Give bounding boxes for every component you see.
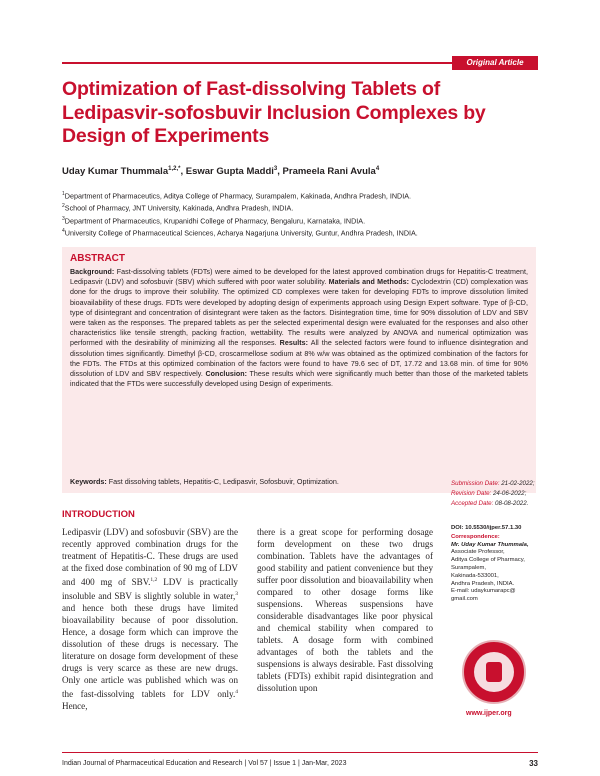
date-label: Submission Date: [451, 480, 500, 487]
correspondence-name: Mr. Uday Kumar Thummala, [451, 541, 529, 548]
abstract-body: Fast-dissolving tablets (FDTs) were aimed to be developed for the latest approved combination drugs for Hepatitis-C treatment, Ledipasvir (LDV) and sofosbuvir (SBV) which suffered with poor water solubility. [70, 268, 528, 287]
author-sep: , [180, 166, 186, 178]
correspondence-email[interactable]: E-mail: udaykumarapc@ [451, 588, 516, 595]
correspondence-block [451, 525, 551, 604]
article-title: Optimization of Fast-dissolving Tablets of Ledipasvir-sofosbuvir Inclusion Complexes by Design of Experiments [62, 78, 486, 147]
keywords-text: Fast dissolving tablets, Hepatitis-C, Ledipasvir, Sofosbuvir, Optimization. [106, 477, 339, 486]
body-text: and hence both these drugs have limited bioavailability because of poor dissolution. Hence, a dosage form which can improve the dissolution of these drugs is necessary. The literature on dosage form development of these drugs is very scarce as these are new drugs. Only one article was published which was on the fast-dissolving tablets for LDV only. [62, 603, 238, 700]
abstract-body: Cyclodextrin (CD) complexation was done for the drugs to improve their solubility. The optimized CD complexes were taken for developing FDTs to improve dissolution limited bioavailability of these drugs. FDTs were developed by adopting design of experiments approach using Design Expert software. Type of β-CD, type of disintegrant and concentration of disintegrant were taken as the factors. Disintegration time, time for 90% dissolution of LDV and SBV were taken as the responses. The prepared tablets as per the selected experimental design were evaluated for the responses and also other characteristics like tensile strength, packing fraction, wettability. The results were analyzed by ANOVA and numerical optimization was performed with the desirability of minimizing all the responses. [70, 278, 528, 348]
correspondence-label: Correspondence: [451, 533, 500, 540]
abstract-box [62, 247, 536, 493]
affiliation-text: University College of Pharmaceutical Sciences, Acharya Nagarjuna University, Guntur, Andhra Pradesh, INDIA. [64, 228, 418, 238]
author-name: Uday Kumar Thummala [62, 166, 169, 178]
affiliation [62, 226, 538, 238]
date-label: Accepted Date: [451, 500, 494, 507]
keywords-label: Keywords: [70, 477, 107, 486]
date-value: 24-06-2022; [491, 490, 527, 497]
affiliation-sup: 1 [62, 191, 65, 197]
author-name: Eswar Gupta Maddi [185, 166, 274, 178]
citation-sup: 3 [235, 591, 238, 598]
article-dates [451, 479, 561, 509]
correspondence-line: Aditya College of Pharmacy, [451, 557, 525, 564]
citation-sup: 4 [235, 689, 238, 696]
date-line [451, 479, 561, 489]
article-type-badge: Original Article [452, 56, 538, 70]
body-text: Ledipasvir (LDV) and sofosbuvir (SBV) are the recently approved combination drugs for the treatment of Hepatitis-C. These drugs are used at the fixed dose combination of 90 mg of LDV and 400 mg of SBV. [62, 527, 238, 588]
affiliation-sup: 4 [62, 228, 65, 235]
correspondence-email[interactable]: gmail.com [451, 596, 478, 603]
abstract-body: All the selected factors were found to influence disintegration and dissolution times significantly. Dimethyl β-CD, croscarmellose sodium at 8% w/w was obtained as the optimized combination of the factors for the FDTs. The FTDs at this optimized combination of the factors were found to have 79.6 sec of DT, 17.72 and 13.68 min. of time for 90% dissolution of LDV and SBV respectively. [70, 339, 529, 379]
footer-rule [62, 752, 538, 753]
logo-inner [474, 652, 514, 692]
author-sup: 4 [375, 166, 380, 172]
citation-sup: 1,2 [150, 577, 158, 583]
body-column-2: there is a great scope for performing dosage form development on these two drugs combination. Tablets have the advantages of good stability and patient convenience but they suffer poor dissolution and bioavailability when compared to other dosage forms like suspensions. Whereas suspensions have considerable disadvantages like poor physical and chemical stability when compared to tablets. A dosage form with combined advantages of both the tablets and the suspensions is always desirable. Fast dissolving tablets (FDTs) exhibit rapid disintegration and dissolution upon [257, 527, 433, 693]
affiliation [62, 201, 538, 213]
affiliation-text: Department of Pharmaceutics, Aditya College of Pharmacy, Surampalem, Kakinada, Andhra Pradesh, INDIA. [64, 191, 412, 201]
affiliation [62, 189, 538, 201]
header-rule [62, 56, 538, 70]
author-sup: 1,2,* [168, 166, 181, 172]
abstract-label: Background: [70, 268, 115, 276]
date-label: Revision Date: [451, 490, 492, 497]
correspondence-line: Surampalem, [451, 564, 487, 571]
date-value: 21-02-2022; [499, 480, 535, 487]
affiliation-text: Department of Pharmaceutics, Krupanidhi College of Pharmacy, Bengaluru, Karnataka, INDIA. [64, 216, 366, 226]
affiliations [62, 189, 538, 239]
doi[interactable]: DOI: 10.5530/ijper.57.1.30 [451, 525, 522, 531]
journal-logo-icon [462, 640, 526, 704]
abstract-label: Materials and Methods: [328, 278, 410, 287]
body-text: LDV is practically insoluble and SBV is slightly soluble in water, [62, 577, 238, 602]
author-name: Prameela Rani Avula [282, 166, 376, 178]
affiliation-sup: 2 [62, 203, 65, 210]
abstract-heading: ABSTRACT [70, 253, 125, 264]
abstract-text [70, 267, 528, 389]
affiliation [62, 214, 538, 226]
author-sep: , [277, 166, 283, 178]
abstract-body: These results which were significantly much better than those of the marketed tablets indicated that the FTDs were successfully developed using Design of experiments. [70, 370, 528, 389]
date-line [451, 489, 561, 499]
abstract-label: Results: [279, 339, 309, 348]
date-value: 08-08-2022. [493, 500, 529, 507]
abstract-label: Conclusion: [205, 370, 248, 379]
correspondence-line: Kakinada-533001, [451, 572, 499, 579]
correspondence-line: Associate Professor, [451, 549, 505, 556]
affiliation-sup: 3 [62, 215, 65, 222]
correspondence-line: Andhra Pradesh, INDIA. [451, 580, 515, 587]
body-text: Hence, [62, 701, 88, 712]
header-line [62, 62, 462, 64]
body-column-1 [62, 526, 238, 712]
author-sup: 3 [273, 166, 278, 172]
author-list [62, 166, 379, 177]
page-number: 33 [529, 759, 538, 768]
footer-journal: Indian Journal of Pharmaceutical Education and Research | Vol 57 | Issue 1 | Jan-Mar, 2023 [62, 760, 347, 767]
date-line [451, 499, 561, 509]
journal-url[interactable]: www.ijper.org [466, 710, 512, 717]
affiliation-text: School of Pharmacy, JNT University, Kakinada, Andhra Pradesh, INDIA. [64, 203, 294, 213]
section-heading-introduction: INTRODUCTION [62, 509, 135, 520]
